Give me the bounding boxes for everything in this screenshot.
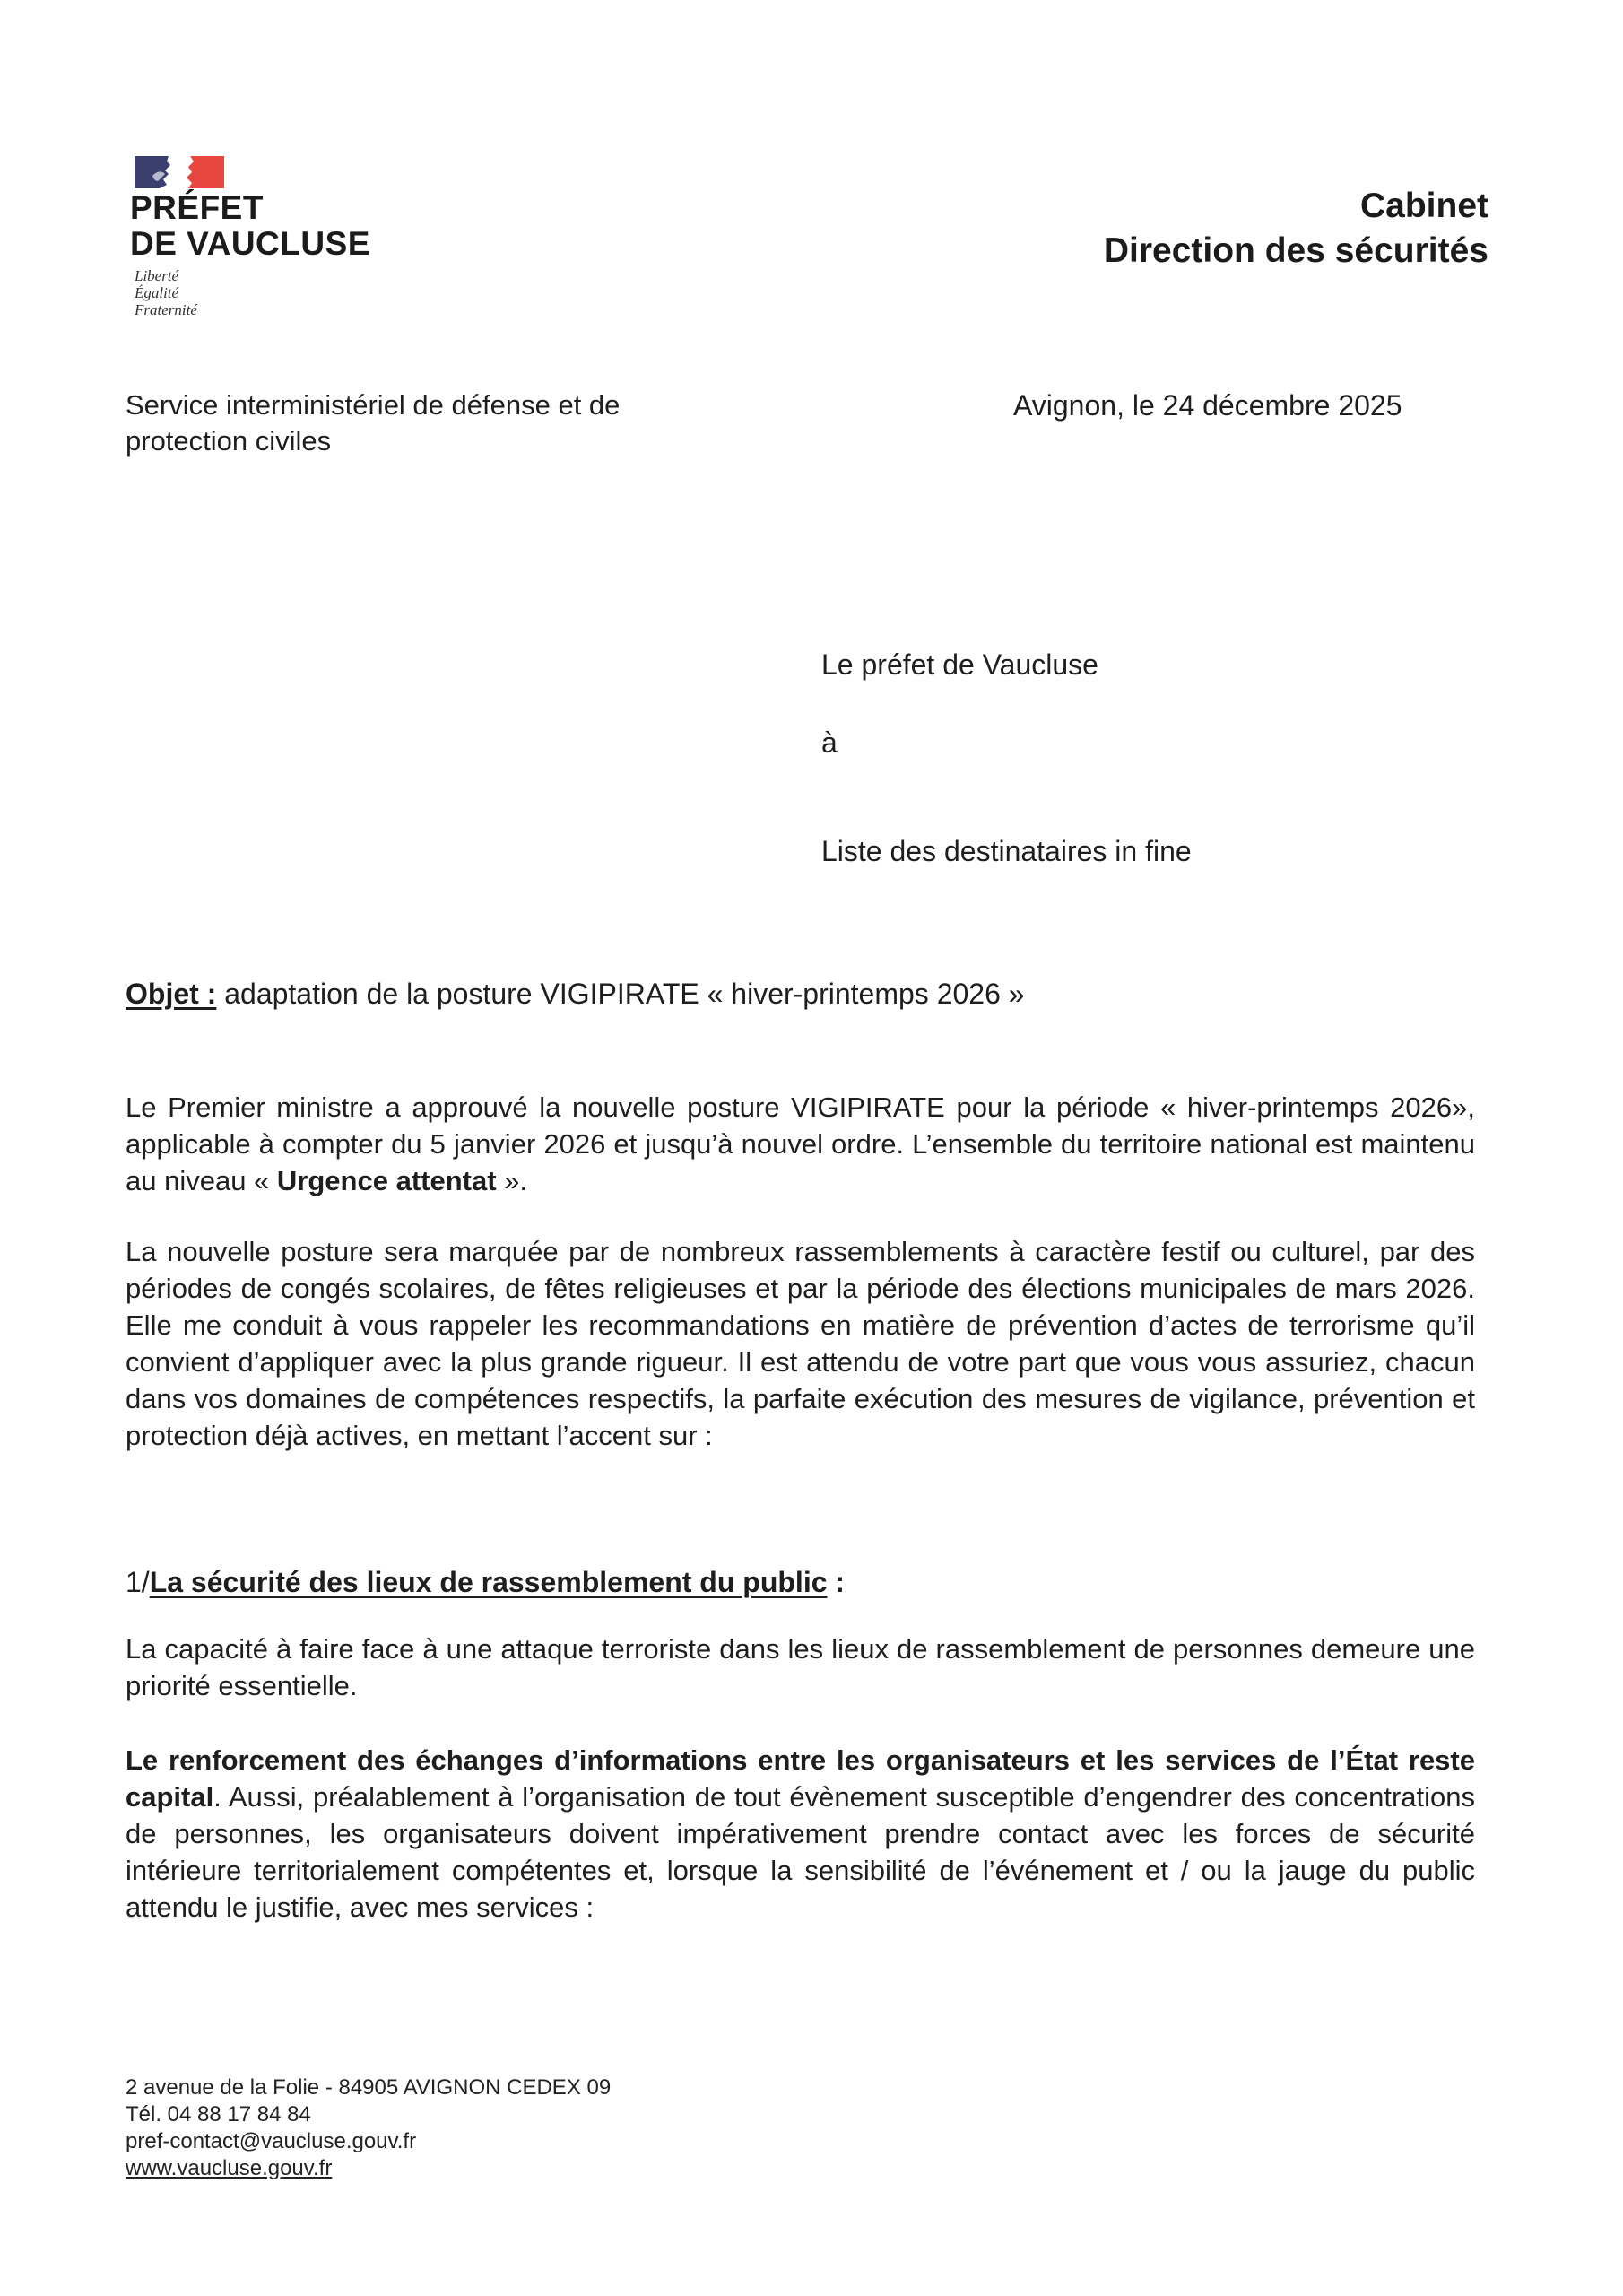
footer-address: 2 avenue de la Folie - 84905 AVIGNON CEDEX 09 bbox=[126, 2075, 612, 2100]
motto-egalite: Égalité bbox=[135, 284, 179, 301]
sender: Le préfet de Vaucluse bbox=[821, 648, 1098, 681]
issuing-service bbox=[126, 387, 620, 459]
republic-motto bbox=[135, 267, 197, 318]
department-direction: Direction des sécurités bbox=[1103, 231, 1488, 270]
paragraph-4-text: . Aussi, préalablement à l’organisation de tout évènement susceptible d’engendrer des concentrations de personnes, les organisateurs doivent impérativement prendre contact avec les forces de sécurité intérieure territorialement compétentes et, lorsque la sensibilité de l’événement et / ou la jauge du public attendu le justifie, avec mes services : bbox=[126, 1781, 1475, 1923]
motto-fraternite: Fraternité bbox=[135, 301, 197, 318]
section-1-number: 1/ bbox=[126, 1566, 150, 1598]
footer-phone: Tél. 04 88 17 84 84 bbox=[126, 2102, 311, 2126]
footer-website-link[interactable]: www.vaucluse.gouv.fr bbox=[126, 2156, 333, 2180]
footer-contact bbox=[126, 2074, 611, 2182]
prefet-logo-title bbox=[130, 190, 370, 262]
paragraph-1-text: Le Premier ministre a approuvé la nouvelle posture VIGIPIRATE pour la période « hiver-printemps 2026», applicable à compter du 5 janvier 2026 et jusqu’à nouvel ordre. L’ensemble du territoire national est maintenu au niveau « bbox=[126, 1091, 1475, 1196]
paragraph-4 bbox=[126, 1742, 1475, 1926]
paragraph-4-emphasis: Le renforcement des échanges d’informations entre les organisateurs et les services de l’État reste capital bbox=[126, 1744, 1475, 1813]
letter-date: Avignon, le 24 décembre 2025 bbox=[1013, 389, 1402, 422]
section-1-colon: : bbox=[827, 1566, 846, 1598]
recipient-list: Liste des destinataires in fine bbox=[821, 835, 1192, 867]
service-line2: protection civiles bbox=[126, 425, 332, 457]
section-1-title: La sécurité des lieux de rassemblement du public bbox=[149, 1566, 828, 1598]
paragraph-1 bbox=[126, 1089, 1475, 1199]
paragraph-1-end: ». bbox=[496, 1165, 527, 1196]
subject-text: adaptation de la posture VIGIPIRATE « hiver-printemps 2026 » bbox=[216, 978, 1025, 1010]
motto-liberte: Liberté bbox=[135, 267, 179, 284]
footer-email[interactable]: pref-contact@vaucluse.gouv.fr bbox=[126, 2129, 417, 2153]
to-word: à bbox=[821, 726, 838, 759]
paragraph-2: La nouvelle posture sera marquée par de nombreux rassemblements à caractère festif ou culturel, par des périodes de congés scolaires, de fêtes religieuses et par la période des élections municipales de mars 2026. Elle me conduit à vous rappeler les recommandations en matière de prévention d’actes de terrorisme qu’il convient d’appliquer avec la plus grande rigueur. Il est attendu de votre part que vous vous assuriez, chacun dans vos domaines de compétences respectifs, la parfaite exécution des mesures de vigilance, prévention et protection déjà actives, en mettant l’accent sur : bbox=[126, 1236, 1475, 1451]
subject-label: Objet : bbox=[126, 978, 217, 1010]
department-header bbox=[1104, 184, 1488, 274]
section-1-heading bbox=[126, 1564, 845, 1600]
service-line1: Service interministériel de défense et de bbox=[126, 389, 621, 421]
logo-title-line2: DE VAUCLUSE bbox=[130, 225, 370, 262]
logo-title-line1: PRÉFET bbox=[130, 189, 264, 226]
paragraph-3: La capacité à faire face à une attaque terroriste dans les lieux de rassemblement de personnes demeure une priorité essentielle. bbox=[126, 1633, 1475, 1701]
marianne-flag-icon bbox=[135, 154, 224, 190]
alert-level: Urgence attentat bbox=[276, 1165, 497, 1196]
subject-line bbox=[126, 976, 1025, 1012]
department-cabinet: Cabinet bbox=[1359, 187, 1488, 225]
